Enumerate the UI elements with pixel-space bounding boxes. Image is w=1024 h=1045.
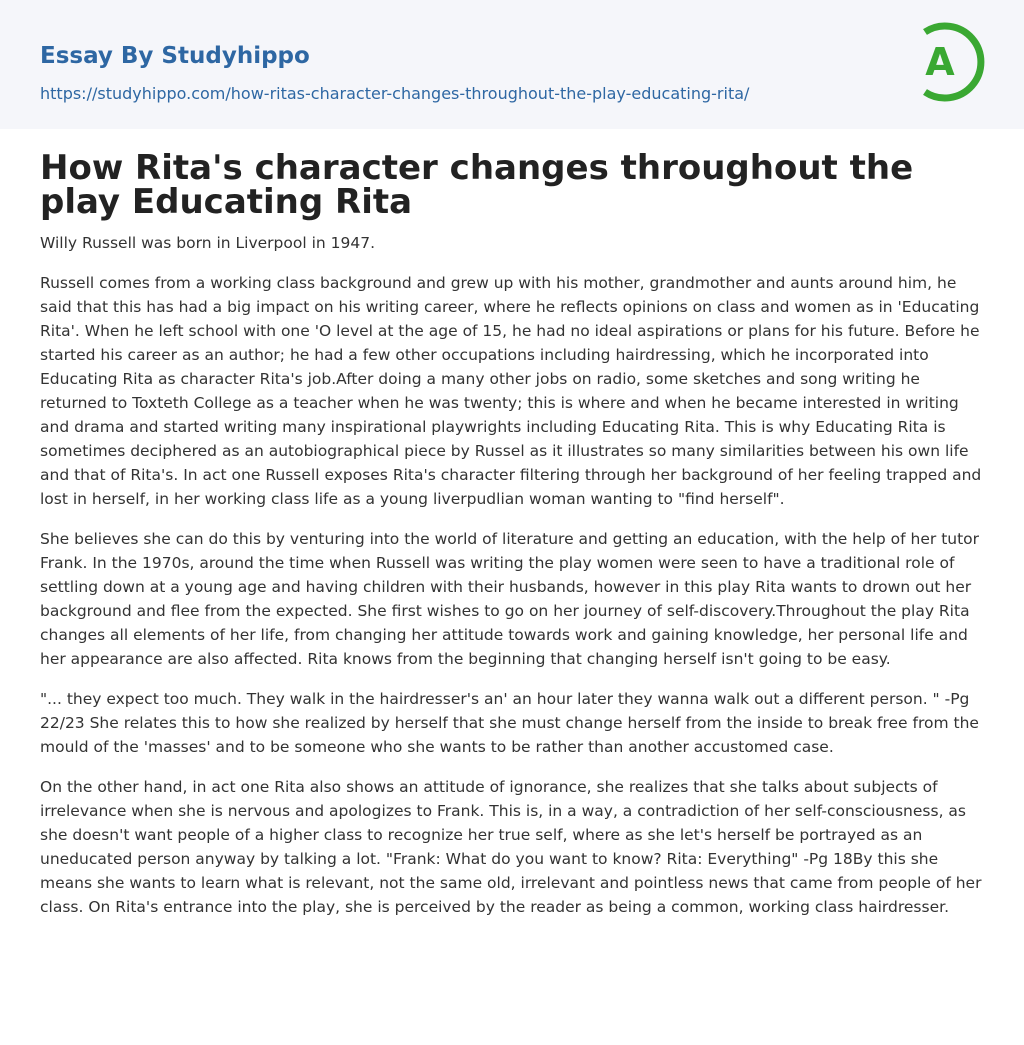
essay-paragraph: She believes she can do this by venturing into the world of literature and getting an education, with the help of her tutor Frank. In the 1970s, around the time when Russell was writing the play women were seen to have a traditional role of settling down at a young age and having children with their husbands, however in this play Rita wants to drown out her background and flee from the expected. She first wishes to go on her journey of self-discovery.Throughout the play Rita changes all elements of her life, from changing her attitude towards work and gaining knowledge, her personal life and her appearance are also affected. Rita knows from the beginning that changing herself isn't going to be easy. (40, 530, 980, 668)
essay-paragraph: "... they expect too much. They walk in the hairdresser's an' an hour later they wanna walk out a different person. " -Pg 22/23 She relates this to how she realized by herself that she must change herself from the inside to break free from the mould of the 'masses' and to be someone who she wants to be rather than another accustomed case. (40, 690, 979, 756)
essay-content (0, 148, 1024, 919)
essay-paragraph: On the other hand, in act one Rita also shows an attitude of ignorance, she realizes that she talks about subjects of irrelevance when she is nervous and apologizes to Frank. This is, in a way, a contradiction of her self-consciousness, as she doesn't want people of a higher class to recognize her true self, where as she let's herself be portrayed as an uneducated person anyway by talking a lot. "Frank: What do you want to know? Rita: Everything" -Pg 18By this she means she wants to learn what is relevant, not the same old, irrelevant and pointless news that came from people of her class. On Rita's entrance into the play, she is perceived by the reader as being a common, working class hairdresser. (40, 778, 982, 916)
essay-url-link[interactable]: https://studyhippo.com/how-ritas-character-changes-throughout-the-play-educating-rita/ (40, 84, 750, 103)
essay-paragraph: Russell comes from a working class background and grew up with his mother, grandmother and aunts around him, he said that this has had a big impact on his writing career, where he reflects opinions on class and women as in 'Educating Rita'. When he left school with one 'O level at the age of 15, he had no ideal aspirations or plans for his future. Before he started his career as an author; he had a few other occupations including hairdressing, which he incorporated into Educating Rita as character Rita's job.After doing a many other jobs on radio, some sketches and song writing he returned to Toxteth College as a teacher when he was twenty; this is where and when he became interested in writing and drama and started writing many inspirational playwrights including Educating Rita. This is why Educating Rita is sometimes deciphered as an autobiographical piece by Russel as it illustrates so many similarities between his own life and that of Rita's. In act one Russell exposes Rita's character filtering through her background of her feeling trapped and lost in herself, in her working class life as a young liverpudlian woman wanting to "find herself". (40, 274, 982, 508)
page-header (0, 0, 1024, 129)
essay-paragraph: Willy Russell was born in Liverpool in 1947. (40, 234, 376, 252)
essay-title: How Rita's character changes throughout the play Educating Rita (40, 148, 914, 222)
site-brand[interactable]: Essay By Studyhippo (40, 43, 310, 69)
logo-letter: A (925, 40, 955, 84)
studyhippo-logo-icon[interactable] (911, 19, 987, 105)
